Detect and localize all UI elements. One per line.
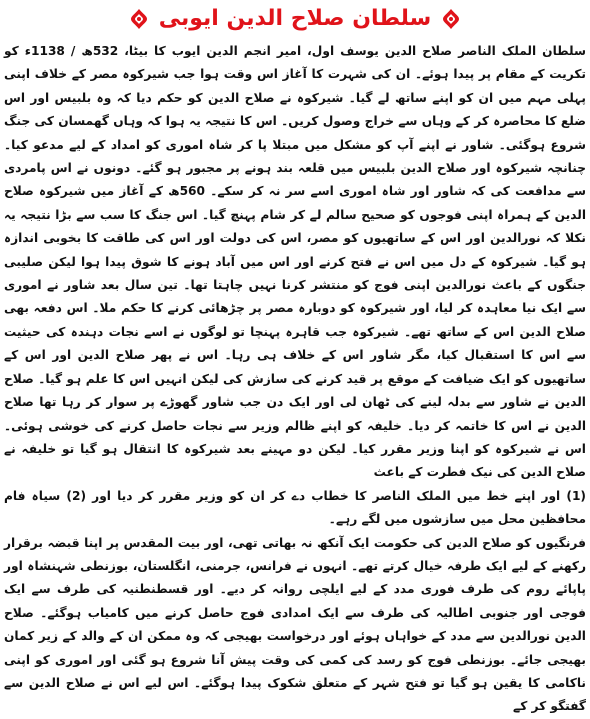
page-title: سلطان صلاح الدین ایوبی <box>158 6 432 31</box>
title-bar <box>0 2 590 36</box>
right-ornament-icon <box>441 8 461 30</box>
paragraph-3: فرنگیوں کو صلاح الدین کی حکومت ایک آنکھ نہ بھاتی تھی، اور بیت المقدس پر اپنا قبضہ برقرار رکھنے کے لیے ایک طرفہ خیال کرتے تھے۔ انہوں نے فرانس، جرمنی، انگلستان، بوزنطی شہنشاہ اور پاپائے روم کی طرف فوری مدد کے لیے ایلچی روانہ کر دیے۔ اور قسطنطنیہ کی طرف سے ایک فوجی اور جنوبی اطالیہ کی طرف سے ایک امدادی فوج حاصل کرنے میں کامیاب ہوگئے۔ صلاح الدین نورالدین سے مدد کے خواہاں ہوئے اور درخواست بھیجی کہ وہ ممکن ان کے والد کے زیر کمان بھیجی جائے۔ بوزنطی فوج کو رسد کی کمی کی وقت پیش آنا شروع ہو گئی اور اموری کو اپنی ناکامی کا یقین ہو گیا تو فتح شہر کے متعلق شکوک پیدا ہوگئے۔ اس لیے اس نے صلاح الدین سے گفتگو کر کے <box>4 535 586 714</box>
paragraph-2: (1) اور اپنے خط میں الملک الناصر کا خطاب دے کر ان کو وزیر مقرر کر دیا اور (2) سیاہ فام محافظین محل میں سازشوں میں لگے رہے۔ <box>4 488 586 527</box>
paragraph-1: سلطان الملک الناصر صلاح الدین یوسف اول، امیر انجم الدین ایوب کا بیٹا، 532ھ / 1138ء کو تکریت کے مقام پر پیدا ہوئے۔ ان کی شہرت کا آغاز اس وقت ہوا جب شیرکوہ مصر کے خلاف اپنی پہلی مہم میں ان کو اپنے ساتھ لے گیا۔ شیرکوہ نے صلاح الدین کو حکم دیا کہ وہ بلبیس اور اس ضلع کا محاصرہ کر کے وہاں سے خراج وصول کریں۔ اس کا نتیجہ یہ ہوا کہ وہاں گھمسان کی جنگ شروع ہوگئی۔ شاور نے اپنے آپ کو مشکل میں مبتلا پا کر شاہ اموری کو امداد کے لیے مدعو کیا۔ چنانچہ شیرکوہ اور صلاح الدین بلبیس میں قلعہ بند ہونے پر مجبور ہو گئے۔ دونوں نے اس پامردی سے مدافعت کی کہ شاور اور شاہ اموری اسے سر نہ کر سکے۔ 560ھ کے آغاز میں شیرکوہ صلاح الدین کے ہمراہ اپنی فوجوں کو صحیح سالم لے کر شام پہنچ گیا۔ اس جنگ کا سب سے بڑا نتیجہ یہ نکلا کہ نورالدین اور اس کے ساتھیوں کو مصر، اس کی دولت اور اس کی طاقت کا بخوبی اندازہ ہو گیا۔ شیرکوہ کے دل میں اس نے فتح کرنے اور اس میں آباد ہونے کا شوق پیدا ہوا لیکن صلیبی جنگوں کے باعث نورالدین اپنی فوج کو منتشر کرنا نہیں چاہتا تھا۔ تین سال بعد شاور نے اموری سے ایک نیا معاہدہ کر لیا، اور شیرکوہ کو دوبارہ مصر پر چڑھائی کرنے کا حکم ملا۔ اس دفعہ بھی صلاح الدین اس کے ساتھ تھے۔ شیرکوہ جب قاہرہ پہنچا تو لوگوں نے اسے نجات دہندہ کی حیثیت سے اس کا استقبال کیا، مگر شاور اس کے خلاف ہی رہا۔ اس نے پھر صلاح الدین اور اس کے ساتھیوں کو ایک ضیافت کے موقع پر قید کرنے کی سازش کی لیکن انہیں اس کا علم ہو گیا۔ صلاح الدین نے شاور سے بدلہ لینے کی ٹھان لی اور ایک دن جب شاور گھوڑے پر سوار کر رہا تھا صلاح الدین نے اس کا خاتمہ کر دیا۔ خلیفہ کو اپنے ظالم وزیر سے نجات حاصل کرنے کی خوشی ہوئی۔ اس نے شیرکوہ کو اپنا وزیر مقرر کیا۔ لیکن دو مہینے بعد شیرکوہ کا انتقال ہو گیا تو خلیفہ نے صلاح الدین کی نیک فطرت کے باعث <box>4 44 586 480</box>
left-ornament-icon <box>129 8 149 30</box>
article-body <box>4 40 586 719</box>
